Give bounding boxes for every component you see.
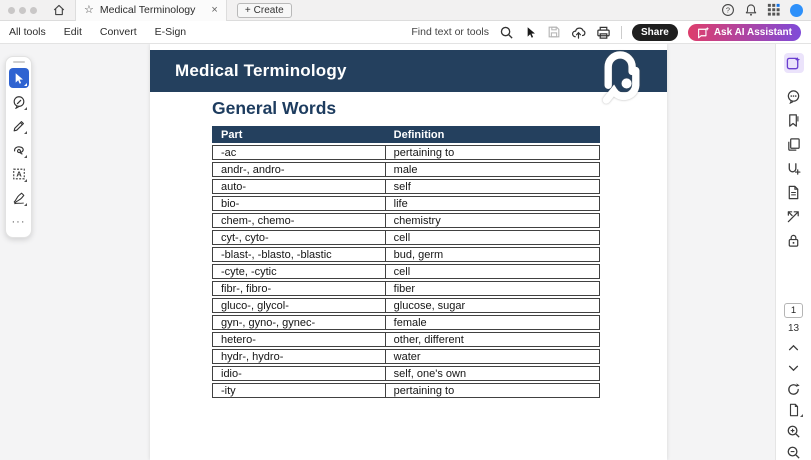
ask-ai-assistant-button[interactable] xyxy=(688,24,801,41)
add-text-tool[interactable] xyxy=(9,164,29,184)
table-row xyxy=(212,162,600,177)
draw-lasso-tool[interactable] xyxy=(9,140,29,160)
table-row xyxy=(212,349,600,364)
favorite-star-icon[interactable]: ☆ xyxy=(84,3,94,16)
share-button[interactable] xyxy=(632,24,678,41)
definition-cell: chemistry xyxy=(385,213,600,228)
account-avatar[interactable] xyxy=(790,4,803,17)
table-row xyxy=(212,281,600,296)
definition-cell: bud, germ xyxy=(385,247,600,262)
svg-text:A: A xyxy=(15,169,22,179)
plus-icon: + xyxy=(244,4,251,16)
find-text-label[interactable]: Find text or tools xyxy=(411,26,490,38)
bookmarks-button[interactable] xyxy=(784,110,804,130)
table-row xyxy=(212,315,600,330)
part-cell: auto- xyxy=(212,179,385,194)
definition-cell: female xyxy=(385,315,600,330)
table-row xyxy=(212,264,600,279)
table-row xyxy=(212,332,600,347)
more-tools[interactable] xyxy=(9,212,29,232)
definition-cell: life xyxy=(385,196,600,211)
part-cell: hydr-, hydro- xyxy=(212,349,385,364)
terminology-table xyxy=(212,124,600,400)
rotate-icon xyxy=(786,382,801,397)
definition-cell: fiber xyxy=(385,281,600,296)
quick-tools-palette xyxy=(5,56,32,238)
definition-cell: water xyxy=(385,349,600,364)
add-comments-button[interactable] xyxy=(784,86,804,106)
part-cell: andr-, andro- xyxy=(212,162,385,177)
part-cell: gluco-, glycol- xyxy=(212,298,385,313)
total-pages-label: 13 xyxy=(787,323,800,334)
page-view-button[interactable] xyxy=(785,402,803,418)
chevron-down-icon xyxy=(788,365,799,372)
column-header-definition: Definition xyxy=(385,126,600,143)
app-toolbar xyxy=(0,21,811,44)
upload-cloud-icon[interactable] xyxy=(571,25,586,40)
toolbar-divider xyxy=(621,26,622,39)
ai-assistant-icon xyxy=(786,56,801,71)
close-window-button[interactable] xyxy=(8,7,15,14)
bookmark-icon xyxy=(786,113,801,128)
part-cell: gyn-, gyno-, gynec- xyxy=(212,315,385,330)
tab-title: Medical Terminology xyxy=(99,4,196,16)
menu-all-tools[interactable]: All tools xyxy=(9,26,46,38)
close-tab-icon[interactable]: × xyxy=(211,4,218,16)
publisher-logo-icon xyxy=(599,48,645,106)
zoom-window-button[interactable] xyxy=(30,7,37,14)
svg-text:?: ? xyxy=(725,5,731,15)
window-titlebar xyxy=(0,0,811,21)
ai-chat-icon xyxy=(697,26,710,39)
organize-pages-button[interactable] xyxy=(784,134,804,154)
definition-cell: male xyxy=(385,162,600,177)
part-cell: -blast-, -blasto, -blastic xyxy=(212,247,385,262)
table-row xyxy=(212,196,600,211)
palette-drag-handle[interactable] xyxy=(13,61,25,63)
zoom-in-button[interactable] xyxy=(785,423,803,439)
menu-convert[interactable]: Convert xyxy=(99,26,137,38)
definition-cell: other, different xyxy=(385,332,600,347)
zoom-out-button[interactable] xyxy=(785,444,803,460)
compress-button[interactable] xyxy=(784,206,804,226)
definition-cell: self xyxy=(385,179,600,194)
part-cell: chem-, chemo- xyxy=(212,213,385,228)
part-cell: idio- xyxy=(212,366,385,381)
definition-cell: glucose, sugar xyxy=(385,298,600,313)
select-tool[interactable] xyxy=(9,68,29,88)
export-pdf-button[interactable] xyxy=(784,182,804,202)
right-tools-rail xyxy=(775,44,811,460)
zoom-in-icon xyxy=(786,424,801,439)
table-row xyxy=(212,383,600,398)
zoom-out-icon xyxy=(786,445,801,460)
request-signatures-icon xyxy=(786,161,801,176)
part-cell: fibr-, fibro- xyxy=(212,281,385,296)
table-row xyxy=(212,213,600,228)
next-page-button[interactable] xyxy=(785,360,803,376)
minimize-window-button[interactable] xyxy=(19,7,26,14)
page-navigation xyxy=(784,303,803,460)
protect-button[interactable] xyxy=(784,230,804,250)
chevron-up-icon xyxy=(788,344,799,351)
select-cursor-icon[interactable] xyxy=(524,26,537,39)
current-page-number: 1 xyxy=(790,305,797,316)
definition-cell: cell xyxy=(385,230,600,245)
rotate-page-button[interactable] xyxy=(785,381,803,397)
add-comments-icon xyxy=(786,89,801,104)
previous-page-button[interactable] xyxy=(785,339,803,355)
document-canvas xyxy=(0,44,775,460)
page-view-icon xyxy=(787,403,801,417)
ask-ai-button-label: Ask AI Assistant xyxy=(713,26,792,38)
protect-lock-icon xyxy=(786,233,801,248)
definition-cell: pertaining to xyxy=(385,383,600,398)
table-row xyxy=(212,179,600,194)
highlight-pen-tool[interactable] xyxy=(9,116,29,136)
organize-pages-icon xyxy=(786,137,801,152)
part-cell: cyt-, cyto- xyxy=(212,230,385,245)
table-row xyxy=(212,298,600,313)
document-header-band xyxy=(150,50,667,92)
notifications-bell-icon[interactable] xyxy=(744,3,758,17)
home-icon xyxy=(52,3,66,17)
window-controls xyxy=(8,7,37,14)
add-comment-tool[interactable] xyxy=(9,92,29,112)
section-title: General Words xyxy=(212,98,337,118)
menu-esign[interactable]: E-Sign xyxy=(154,26,187,38)
print-icon[interactable] xyxy=(596,25,611,40)
definition-cell: pertaining to xyxy=(385,145,600,160)
save-icon[interactable] xyxy=(547,25,561,39)
search-icon[interactable] xyxy=(499,25,514,40)
definition-cell: cell xyxy=(385,264,600,279)
apps-grid-icon[interactable] xyxy=(767,3,781,17)
part-cell: -ity xyxy=(212,383,385,398)
page-number-input[interactable] xyxy=(784,303,803,318)
help-icon[interactable] xyxy=(721,3,735,17)
compress-icon xyxy=(786,209,801,224)
more-tools-icon: ··· xyxy=(11,216,26,228)
request-signatures-button[interactable] xyxy=(784,158,804,178)
part-cell: -ac xyxy=(212,145,385,160)
definition-cell: self, one's own xyxy=(385,366,600,381)
table-row xyxy=(212,247,600,262)
part-cell: bio- xyxy=(212,196,385,211)
table-row xyxy=(212,366,600,381)
export-pdf-icon xyxy=(786,185,801,200)
fill-sign-tool[interactable] xyxy=(9,188,29,208)
document-title: Medical Terminology xyxy=(175,61,347,80)
create-button-label: Create xyxy=(253,4,284,16)
part-cell: hetero- xyxy=(212,332,385,347)
ai-assistant-button[interactable] xyxy=(784,53,804,73)
menu-edit[interactable]: Edit xyxy=(63,26,82,38)
document-tab[interactable] xyxy=(75,0,227,21)
column-header-part: Part xyxy=(212,126,385,143)
pdf-page[interactable] xyxy=(150,44,667,460)
create-button[interactable] xyxy=(237,3,292,18)
part-cell: -cyte, -cytic xyxy=(212,264,385,279)
home-button[interactable] xyxy=(49,1,69,19)
table-row xyxy=(212,230,600,245)
share-button-label: Share xyxy=(641,26,669,38)
table-header-row xyxy=(212,126,600,143)
table-row xyxy=(212,145,600,160)
